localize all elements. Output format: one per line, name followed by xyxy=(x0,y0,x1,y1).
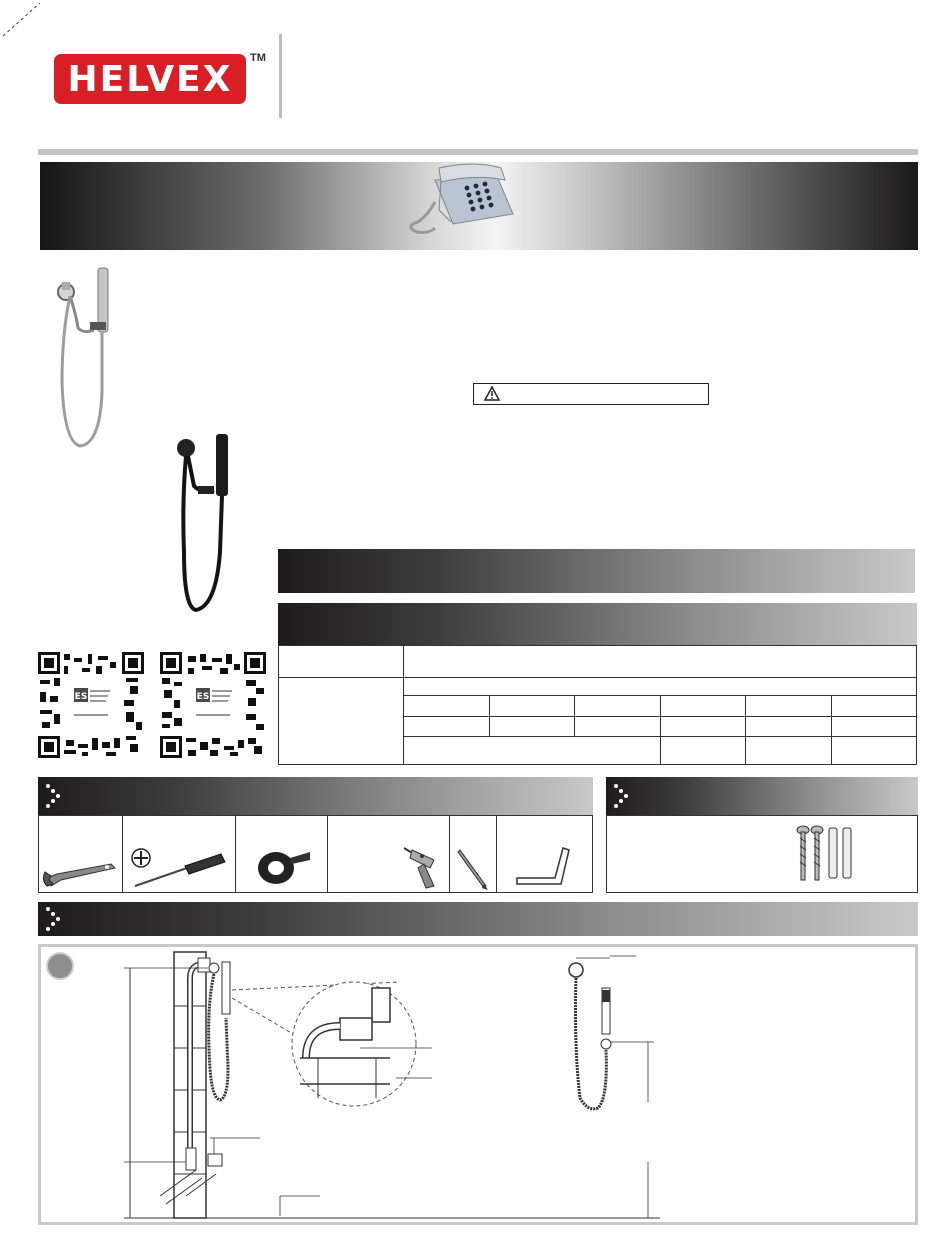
table-cell xyxy=(746,696,832,716)
corner-mark xyxy=(0,0,45,40)
qr-code-2 xyxy=(160,652,266,758)
table-cell xyxy=(746,716,832,736)
qr-badge: ES xyxy=(74,692,88,702)
product-image-chrome xyxy=(50,262,120,452)
table-cell xyxy=(404,716,490,736)
table-cell xyxy=(404,646,917,678)
dots-icon xyxy=(46,784,62,806)
dots-icon xyxy=(46,907,62,929)
tools-panel xyxy=(38,815,593,893)
table-cell xyxy=(575,716,661,736)
screws-icon xyxy=(793,824,859,886)
section-bar-1 xyxy=(278,549,915,593)
header-divider xyxy=(279,34,282,118)
top-rule xyxy=(38,149,918,155)
qr-code-1 xyxy=(38,652,144,758)
table-cell xyxy=(279,646,404,678)
table-cell xyxy=(404,678,917,696)
step-marker xyxy=(46,952,74,980)
dots-icon xyxy=(614,784,630,806)
table-cell xyxy=(660,736,746,764)
table-cell xyxy=(746,736,832,764)
section-bar-specs xyxy=(278,603,917,645)
wrench-icon xyxy=(41,856,121,890)
table-cell xyxy=(489,716,575,736)
table-cell xyxy=(404,736,661,764)
phone-icon xyxy=(405,162,520,242)
section-bar-installation xyxy=(38,902,918,936)
drill-icon xyxy=(402,842,446,890)
tool-cell xyxy=(450,816,498,892)
table-cell xyxy=(831,716,917,736)
warning-icon xyxy=(484,386,500,401)
section-bar-tools xyxy=(38,777,593,815)
spec-table xyxy=(278,645,917,765)
section-bar-accessories xyxy=(606,777,918,815)
brand-logo xyxy=(54,54,246,104)
table-cell xyxy=(279,678,404,765)
table-cell xyxy=(660,696,746,716)
tool-cell xyxy=(236,816,328,892)
accessories-panel xyxy=(606,815,918,893)
tool-cell xyxy=(123,816,237,892)
installation-diagram xyxy=(110,948,710,1223)
table-cell xyxy=(660,716,746,736)
table-cell xyxy=(489,696,575,716)
table-cell xyxy=(831,696,917,716)
product-image-black xyxy=(172,432,242,614)
tape-icon xyxy=(254,846,314,886)
allen-key-icon xyxy=(513,844,575,888)
table-cell xyxy=(575,696,661,716)
qr-badge: ES xyxy=(196,692,210,702)
tool-cell xyxy=(328,816,450,892)
table-cell xyxy=(831,736,917,764)
pencil-icon xyxy=(456,846,492,890)
tool-cell xyxy=(497,816,592,892)
brand-name: HELVEX xyxy=(67,58,233,100)
warning-box xyxy=(473,383,709,405)
screwdriver-icon xyxy=(129,846,233,890)
trademark: TM xyxy=(250,52,266,64)
table-cell xyxy=(404,696,490,716)
tool-cell xyxy=(39,816,123,892)
